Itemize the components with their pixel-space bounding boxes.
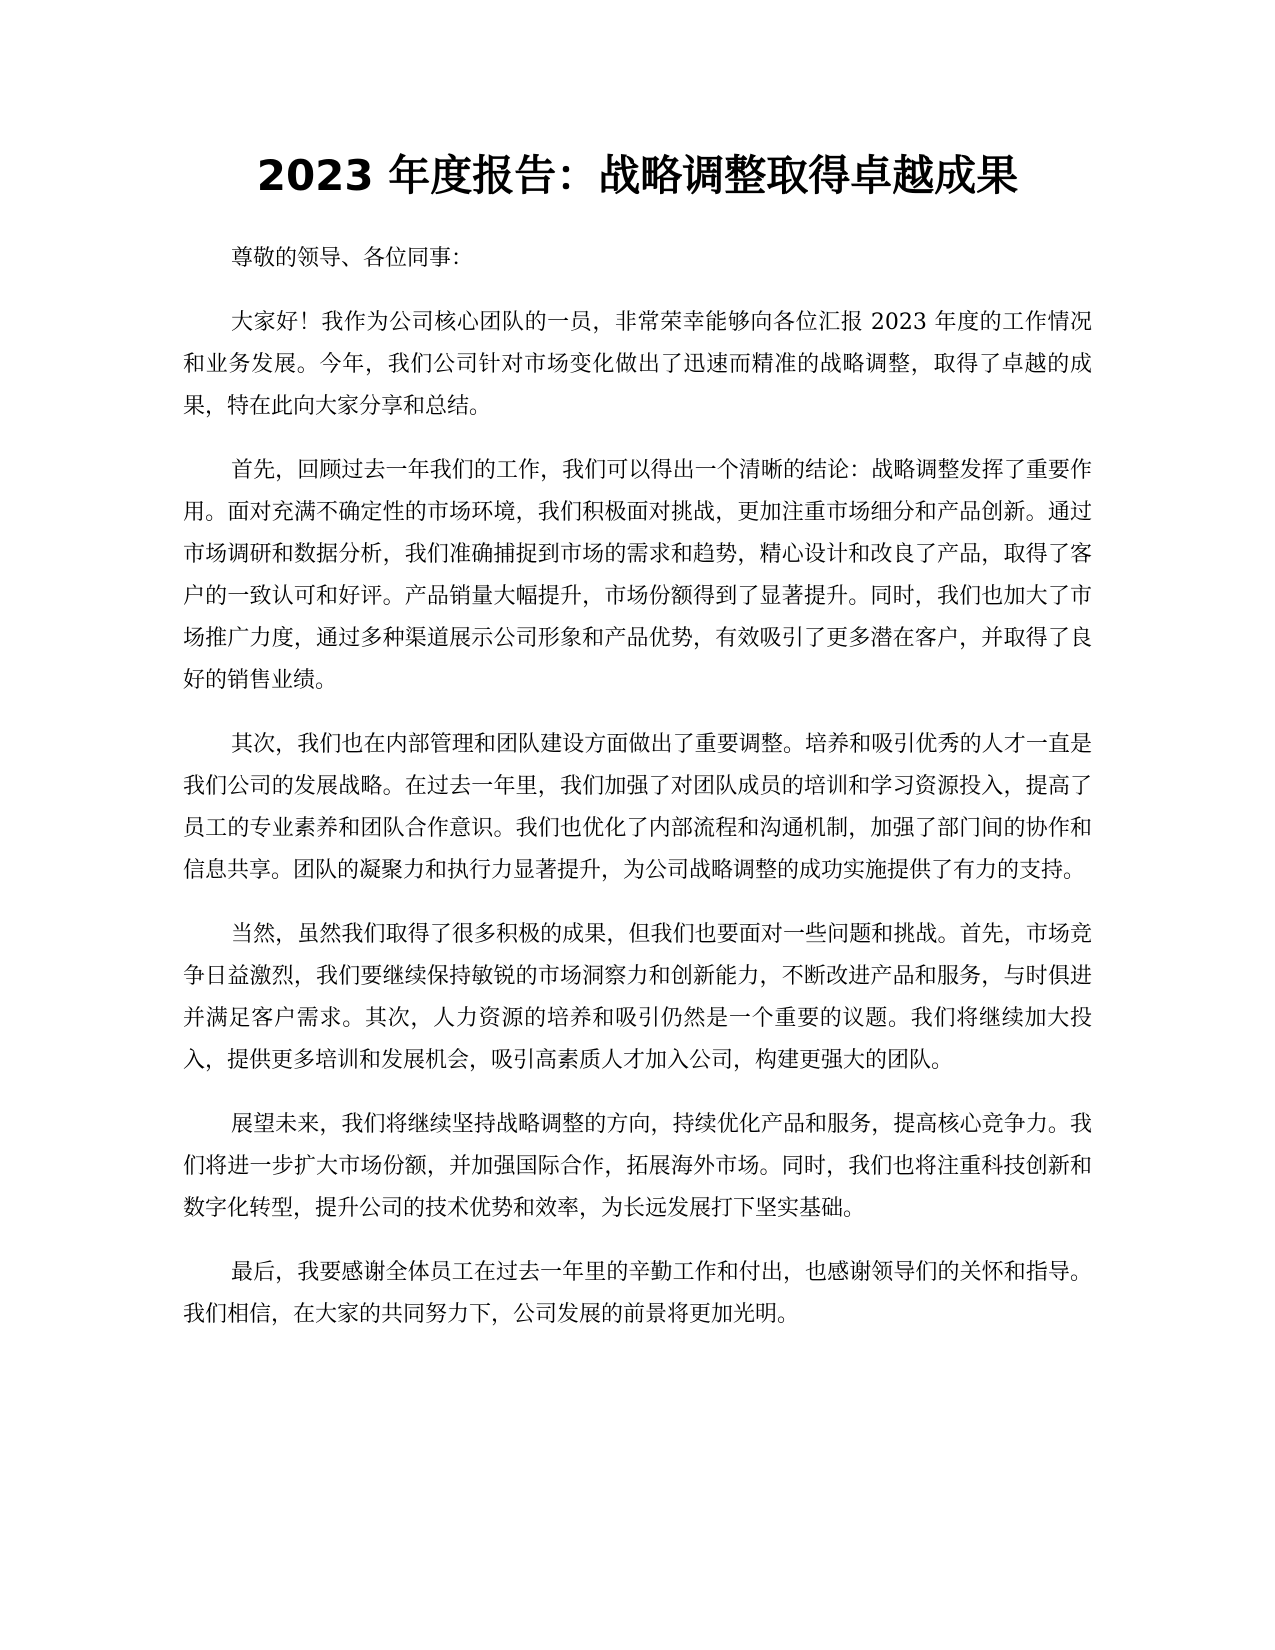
paragraph-internal-management: 其次，我们也在内部管理和团队建设方面做出了重要调整。培养和吸引优秀的人才一直是我们公司的发展战略。在过去一年里，我们加强了对团队成员的培训和学习资源投入，提高了员工的专业素养和团队合作意识。我们也优化了内部流程和沟通机制，加强了部门间的协作和信息共享。团队的凝聚力和执行力显著提升，为公司战略调整的成功实施提供了有力的支持。 [183, 732, 1092, 883]
paragraph-challenges: 当然，虽然我们取得了很多积极的成果，但我们也要面对一些问题和挑战。首先，市场竞争日益激烈，我们要继续保持敏锐的市场洞察力和创新能力，不断改进产品和服务，与时俱进并满足客户需求。其次，人力资源的培养和吸引仍然是一个重要的议题。我们将继续加大投入，提供更多培训和发展机会，吸引高素质人才加入公司，构建更强大的团队。 [183, 922, 1092, 1073]
paragraph-intro: 大家好！我作为公司核心团队的一员，非常荣幸能够向各位汇报 2023 年度的工作情况和业务发展。今年，我们公司针对市场变化做出了迅速而精准的战略调整，取得了卓越的成果，特在此向大家分享和总结。 [183, 310, 1092, 419]
paragraph-closing: 最后，我要感谢全体员工在过去一年里的辛勤工作和付出，也感谢领导们的关怀和指导。我们相信，在大家的共同努力下，公司发展的前景将更加光明。 [183, 1260, 1092, 1327]
document-body [183, 238, 1092, 1358]
paragraph-review: 首先，回顾过去一年我们的工作，我们可以得出一个清晰的结论：战略调整发挥了重要作用。面对充满不确定性的市场环境，我们积极面对挑战，更加注重市场细分和产品创新。通过市场调研和数据分析，我们准确捕捉到市场的需求和趋势，精心设计和改良了产品，取得了客户的一致认可和好评。产品销量大幅提升，市场份额得到了显著提升。同时，我们也加大了市场推广力度，通过多种渠道展示公司形象和产品优势，有效吸引了更多潜在客户，并取得了良好的销售业绩。 [183, 458, 1092, 693]
salutation: 尊敬的领导、各位同事： [231, 246, 474, 271]
paragraph-outlook: 展望未来，我们将继续坚持战略调整的方向，持续优化产品和服务，提高核心竞争力。我们将进一步扩大市场份额，并加强国际合作，拓展海外市场。同时，我们也将注重科技创新和数字化转型，提升公司的技术优势和效率，为长远发展打下坚实基础。 [183, 1112, 1092, 1221]
document-title: 2023 年度报告：战略调整取得卓越成果 [256, 151, 1019, 200]
